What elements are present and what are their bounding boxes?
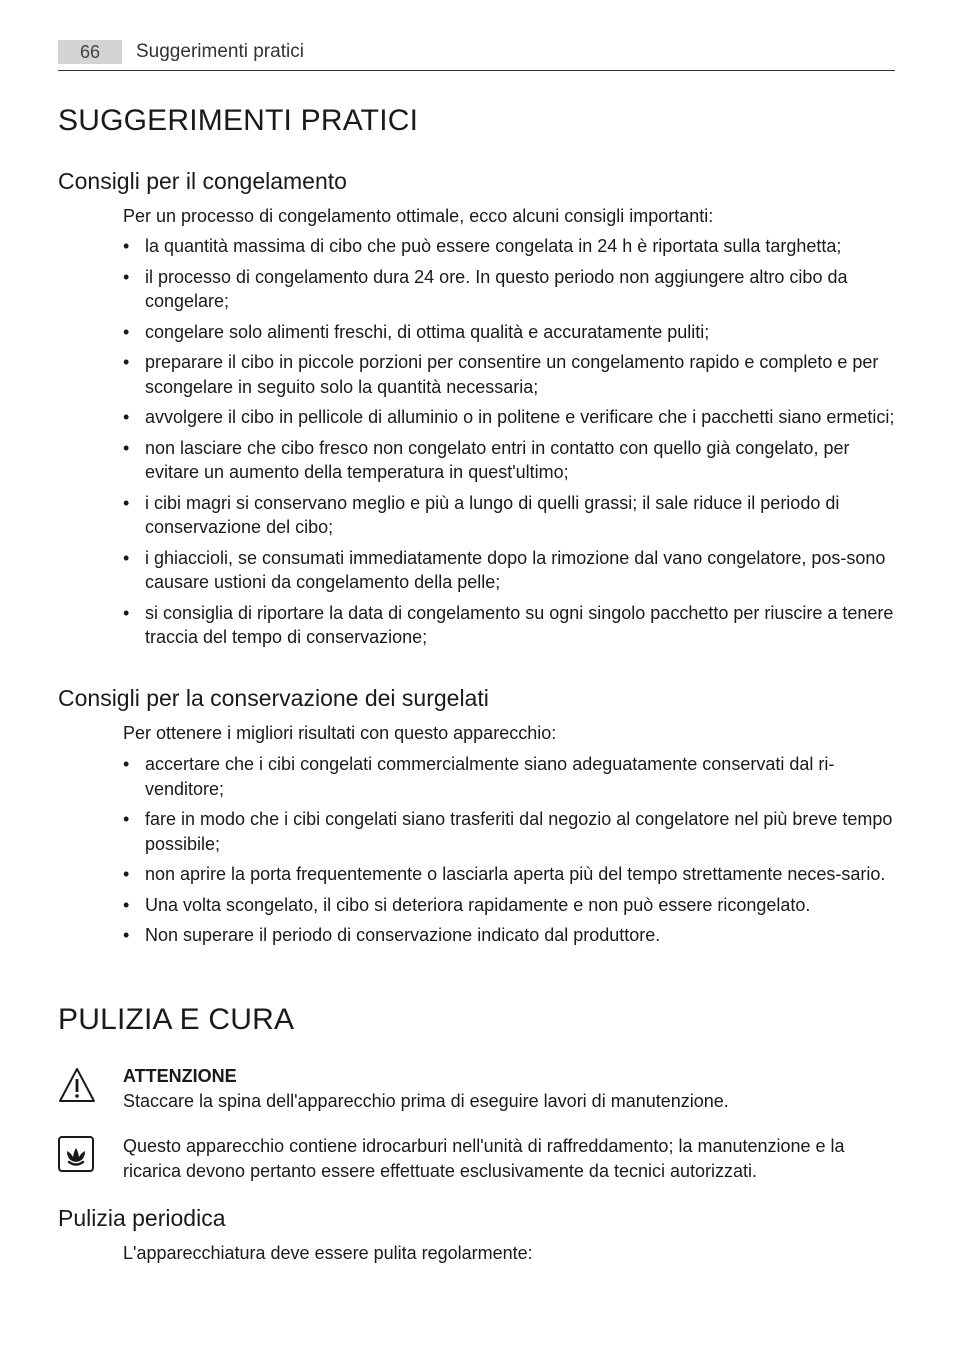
environment-flower-icon xyxy=(58,1136,96,1174)
list-item: • Una volta scongelato, il cibo si deteriora rapidamente e non può essere ricongelato. xyxy=(123,893,895,918)
list-item: • avvolgere il cibo in pellicole di alluminio o in politene e verificare che i pacchetti siano ermetici; xyxy=(123,405,895,430)
warning-notice xyxy=(58,1064,895,1120)
bullet-list-surgelati xyxy=(123,752,895,954)
list-item: • preparare il cibo in piccole porzioni per consentire un congelamento rapido e completo e per scongelare in seguito solo la quantità necessaria; xyxy=(123,350,895,399)
list-item: • congelare solo alimenti freschi, di ottima qualità e accuratamente puliti; xyxy=(123,320,895,345)
list-item: • Non superare il periodo di conservazione indicato dal produttore. xyxy=(123,923,895,948)
list-item: • si consiglia di riportare la data di congelamento su ogni singolo pacchetto per riuscire a tenere traccia del tempo di conservazione; xyxy=(123,601,895,650)
list-item: • i cibi magri si conservano meglio e più a lungo di quelli grassi; il sale riduce il periodo di conservazione del cibo; xyxy=(123,491,895,540)
section-title-suggerimenti: SUGGERIMENTI PRATICI xyxy=(58,104,419,137)
section-title-pulizia: PULIZIA E CURA xyxy=(58,1003,295,1036)
page-header xyxy=(58,40,895,71)
intro-congelamento: Per un processo di congelamento ottimale, ecco alcuni consigli importanti: xyxy=(123,206,714,226)
list-item: • i ghiaccioli, se consumati immediatamente dopo la rimozione dal vano congelatore, pos-sono causare ustioni da congelamento della pelle; xyxy=(123,546,895,595)
intro-surgelati: Per ottenere i migliori risultati con questo apparecchio: xyxy=(123,723,557,743)
running-title: Suggerimenti pratici xyxy=(136,41,304,62)
page-number: 66 xyxy=(58,40,122,64)
environment-notice xyxy=(58,1134,895,1190)
intro-pulizia-periodica: L'apparecchiatura deve essere pulita regolarmente: xyxy=(123,1243,533,1263)
warning-label: ATTENZIONE xyxy=(123,1066,237,1086)
subsection-title-surgelati: Consigli per la conservazione dei surgelati xyxy=(58,685,489,711)
list-item: • accertare che i cibi congelati commercialmente siano adeguatamente conservati dal ri-venditore; xyxy=(123,752,895,801)
list-item: • fare in modo che i cibi congelati siano trasferiti dal negozio al congelatore nel più breve tempo possibile; xyxy=(123,807,895,856)
list-item: • la quantità massima di cibo che può essere congelata in 24 h è riportata sulla targhetta; xyxy=(123,234,895,259)
list-item: • non aprire la porta frequentemente o lasciarla aperta più del tempo strettamente neces-sario. xyxy=(123,862,895,887)
bullet-list-congelamento xyxy=(123,234,895,656)
list-item: • non lasciare che cibo fresco non congelato entri in contatto con quello già congelato, per evitare un aumento della temperatura in quest'ultimo; xyxy=(123,436,895,485)
list-item: • il processo di congelamento dura 24 ore. In questo periodo non aggiungere altro cibo da congelare; xyxy=(123,265,895,314)
subsection-title-congelamento: Consigli per il congelamento xyxy=(58,168,347,194)
warning-text: Staccare la spina dell'apparecchio prima di eseguire lavori di manutenzione. xyxy=(123,1090,729,1111)
subsection-title-pulizia-periodica: Pulizia periodica xyxy=(58,1205,226,1231)
environment-text: Questo apparecchio contiene idrocarburi nell'unità di raffreddamento; la manutenzione e la ricarica devono pertanto essere effettuate esclusivamente da tecnici autorizzati. xyxy=(123,1136,845,1181)
warning-triangle-icon xyxy=(58,1066,96,1104)
